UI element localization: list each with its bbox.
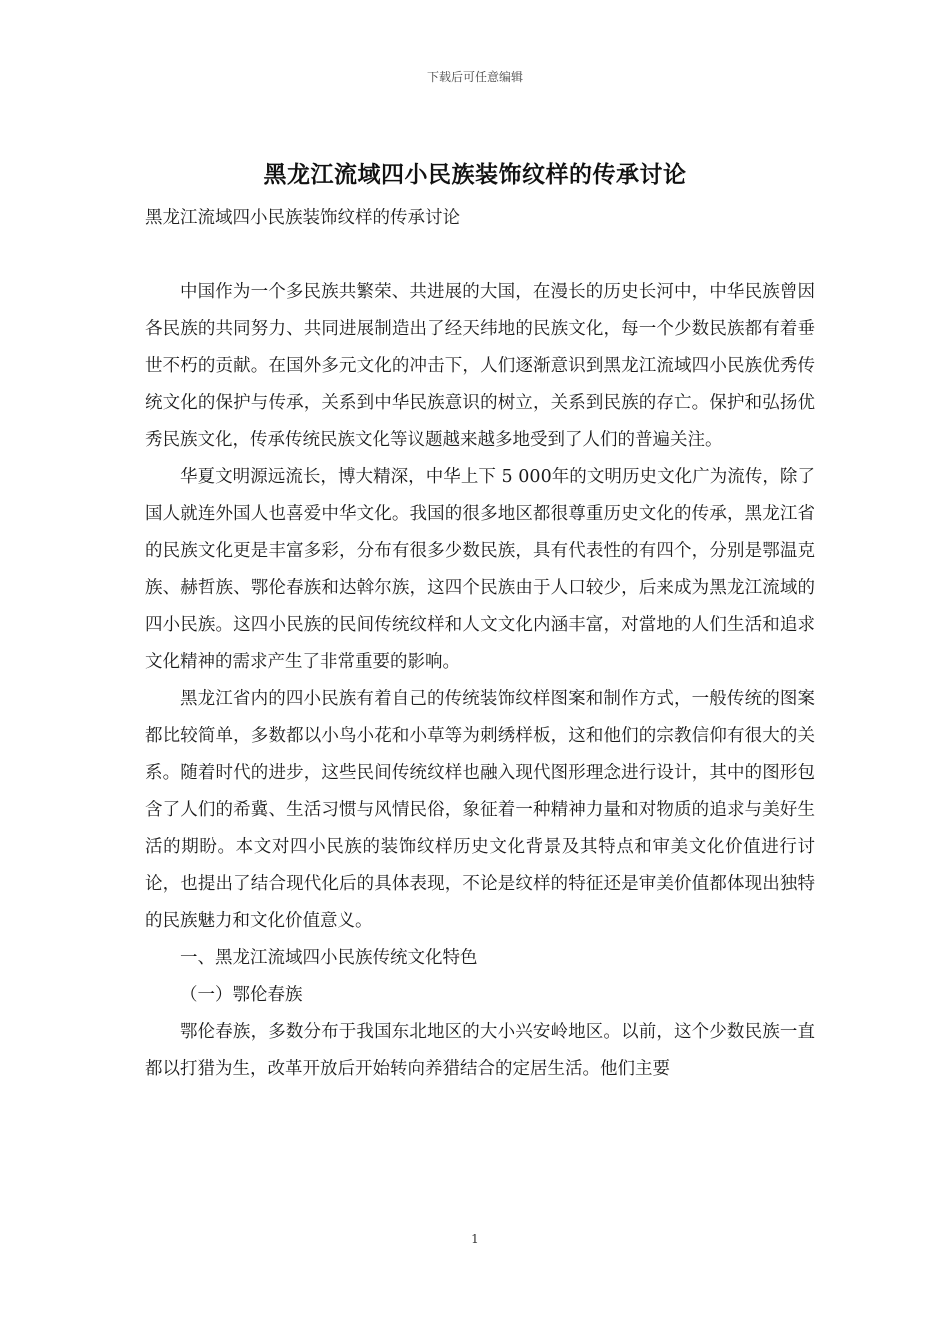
document-body: [145, 200, 815, 1088]
paragraph-1: 中国作为一个多民族共繁荣、共进展的大国，在漫长的历史长河中，中华民族曾因各民族的共同努力、共同进展制造出了经天纬地的民族文化，每一个少数民族都有着垂世不朽的贡献。在国外多元文化的冲击下，人们逐渐意识到黑龙江流域四小民族优秀传统文化的保护与传承，关系到中华民族意识的树立，关系到民族的存亡。保护和弘扬优秀民族文化，传承传统民族文化等议题越来越多地受到了人们的普遍关注。: [145, 282, 815, 450]
paragraph-2: 华夏文明源远流长，博大精深，中华上下 5 000年的文明历史文化广为流传，除了国人就连外国人也喜爱中华文化。我国的很多地区都很尊重历史文化的传承，黑龙江省的民族文化更是丰富多彩，分布有很多少数民族，具有代表性的有四个，分别是鄂温克族、赫哲族、鄂伦春族和达斡尔族，这四个民族由于人口较少，后来成为黑龙江流域的四小民族。这四小民族的民间传统纹样和人文文化内涵丰富，对當地的人们生活和追求文化精神的需求产生了非常重要的影响。: [145, 467, 815, 672]
paragraph-3: 黑龙江省内的四小民族有着自己的传统装饰纹样图案和制作方式，一般传统的图案都比较简单，多数都以小鸟小花和小草等为刺绣样板，这和他们的宗教信仰有很大的关系。随着时代的进步，这些民间传统纹样也融入现代图形理念进行设计，其中的图形包含了人们的希冀、生活习惯与风情民俗，象征着一种精神力量和对物质的追求与美好生活的期盼。本文对四小民族的装饰纹样历史文化背景及其特点和审美文化价值进行讨论，也提出了结合现代化后的具体表现，不论是纹样的特征还是审美价值都体现出独特的民族魅力和文化价值意义。: [145, 689, 815, 931]
document-title: 黑龙江流域四小民族装饰纹样的传承讨论: [263, 161, 687, 188]
document-subtitle: 黑龙江流域四小民族装饰纹样的传承讨论: [145, 208, 460, 228]
section-heading: 一、黑龙江流域四小民族传统文化特色: [180, 948, 478, 968]
header-note: 下载后可任意编辑: [426, 70, 523, 84]
blank-line: [145, 237, 815, 274]
page-number: 1: [471, 1232, 479, 1246]
subsection-heading: （一）鄂伦春族: [180, 985, 303, 1005]
paragraph-4: 鄂伦春族，多数分布于我国东北地区的大小兴安岭地区。以前，这个少数民族一直都以打猎为生，改革开放后开始转向养猎结合的定居生活。他们主要: [145, 1022, 815, 1079]
